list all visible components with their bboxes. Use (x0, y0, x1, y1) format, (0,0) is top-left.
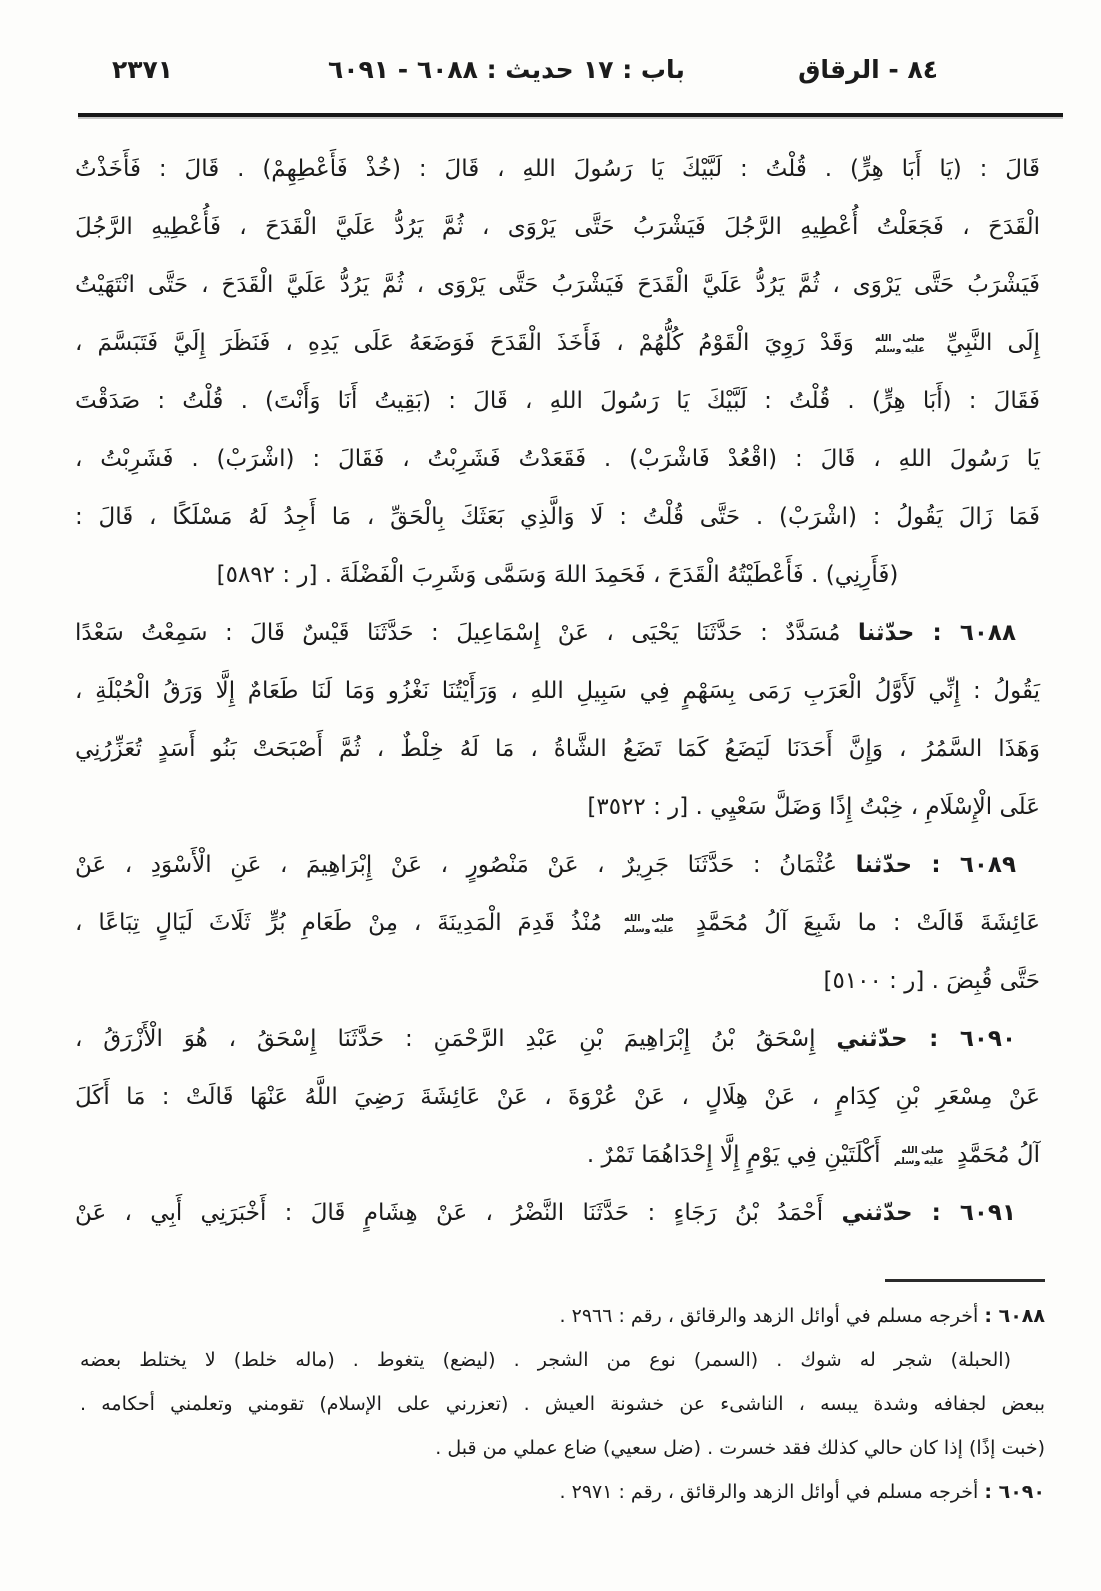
matn-line: فَيَشْرَبُ حَتَّى يَرْوَى ، ثُمَّ يَرُدُّ عَلَيَّ الْقَدَحَ فَيَشْرَبُ حَتَّى يَرْوَى ، ثُمَّ يَرُدُّ عَلَيَّ الْقَدَحَ ، حَتَّى انْتَهَيْتُ (75, 272, 1040, 298)
matn-line (75, 894, 1040, 952)
matn-closing-line: (فَأَرِنِي) . فَأَعْطَيْتُهُ الْقَدَحَ ، فَحَمِدَ اللهَ وَسَمَّى وَشَرِبَ الْفَضْلَةَ . [ر : ٥٨٩٢] (216, 562, 899, 588)
matn-line: يَا رَسُولَ اللهِ ، قَالَ : (اقْعُدْ فَاشْرَبْ) . فَقَعَدْتُ فَشَرِبْتُ ، فَقَالَ : (اشْرَبْ) . فَشَرِبْتُ ، (75, 446, 1040, 472)
header-rule (78, 113, 1063, 117)
matn-text: أَكْلَتَيْنِ فِي يَوْمٍ إِلَّا إِحْدَاهُمَا تَمْرٌ . (586, 1142, 881, 1168)
hadith-6088-opening-line (75, 604, 1040, 662)
footnotes-block (80, 1294, 1045, 1514)
saw-text-bottom: عليه وسلم (624, 923, 674, 935)
footnote-gloss-line: (خبت إذًا) إذا كان حالي كذلك فقد خسرت . (ضل سعيي) ضاع عملي من قبل . (435, 1437, 1045, 1459)
kitab-title: ٨٤ - الرقاق (798, 55, 938, 84)
matn-text: إِلَى النَّبِيِّ (945, 330, 1041, 356)
matn-line: يَقُولُ : إِنِّي لَأَوَّلُ الْعَرَبِ رَمَى بِسَهْمٍ فِي سَبِيلِ اللهِ ، وَرَأَيْتُنَا نَغْزُو وَمَا لَنَا طَعَامٌ إِلَّا وَرَقُ الْحُبْلَةِ ، (75, 678, 1040, 704)
saw-text-top: صلى الله (901, 1144, 944, 1156)
hadith-6090-opening-line (75, 1010, 1040, 1068)
footnote-takhrij-6090 (80, 1470, 1045, 1514)
matn-text: مُنْذُ قَدِمَ الْمَدِينَةَ ، مِنْ طَعَامِ بُرٍّ ثَلَاثَ لَيَالٍ تِبَاعًا ، (75, 910, 603, 936)
footnote-gloss-line: (الحبلة) شجر له شوك . (السمر) نوع من الشجر . (ليضع) يتغوط . (ماله خلط) لا يختلط بعضه (80, 1349, 1011, 1371)
footnote-gloss-line: ببعض لجفافه وشدة يبسه ، الناشىء عن خشونة العيش . (تعزرني على الإسلام) تقومني وتعلمني أحكامه . (80, 1393, 1045, 1415)
hadith-number: ٦٠٩١ : حدّثني (841, 1200, 1016, 1226)
hadith-number: ٦٠٨٨ : حدّثنا (857, 620, 1016, 646)
matn-closing-line: حَتَّى قُبِضَ . [ر : ٥١٠٠] (823, 968, 1040, 994)
matn-closing-line (75, 1126, 1040, 1184)
matn-line: فَمَا زَالَ يَقُولُ : (اشْرَبْ) . حَتَّى قُلْتُ : لَا وَالَّذِي بَعَثَكَ بِالْحَقِّ ، مَا أَجِدُ لَهُ مَسْلَكًا ، قَالَ : (75, 504, 1040, 530)
isnad-text: مُسَدَّدٌ : حَدَّثَنَا يَحْيَى ، عَنْ إِسْمَاعِيلَ : حَدَّثَنَا قَيْسٌ قَالَ : سَمِعْتُ سَعْدًا (75, 620, 841, 646)
hadith-number: ٦٠٩٠ : حدّثني (836, 1026, 1017, 1052)
matn-line (75, 314, 1040, 372)
isnad-text: أَحْمَدُ بْنُ رَجَاءٍ : حَدَّثَنَا النَّضْرُ ، عَنْ هِشَامٍ قَالَ : أَخْبَرَنِي أَبِي ، عَنْ (75, 1200, 824, 1226)
matn-line: قَالَ : (يَا أَبَا هِرٍّ) . قُلْتُ : لَبَّيْكَ يَا رَسُولَ اللهِ ، قَالَ : (خُذْ فَأَعْطِهِمْ) . قَالَ : فَأَخَذْتُ (75, 156, 1040, 182)
hadith-range: حديث : ٦٠٨٨ - ٦٠٩١ (328, 55, 574, 84)
hadith-number: ٦٠٨٩ : حدّثنا (855, 852, 1016, 878)
footnote-separator (885, 1279, 1045, 1282)
matn-line: الْقَدَحَ ، فَجَعَلْتُ أُعْطِيهِ الرَّجُلَ فَيَشْرَبُ حَتَّى يَرْوَى ، ثُمَّ يَرُدُّ عَلَيَّ الْقَدَحَ ، فَأُعْطِيهِ الرَّجُلَ (75, 214, 1040, 240)
matn-line: وَهَذَا السَّمُرُ ، وَإِنَّ أَحَدَنَا لَيَضَعُ كَمَا تَضَعُ الشَّاةُ ، مَا لَهُ خِلْطٌ ، ثُمَّ أَصْبَحَتْ بَنُو أَسَدٍ تُعَزِّرُنِي (75, 736, 1040, 762)
saw-honorific-symbol (875, 333, 925, 355)
isnad-text: إِسْحَقُ بْنُ إِبْرَاهِيمَ بْنِ عَبْدِ الرَّحْمَنِ : حَدَّثَنَا إِسْحَقُ ، هُوَ الْأَزْرَقُ ، (75, 1026, 816, 1052)
matn-line: فَقَالَ : (أَبَا هِرٍّ) . قُلْتُ : لَبَّيْكَ يَا رَسُولَ اللهِ ، قَالَ : (بَقِيتُ أَنَا وَأَنْتَ) . قُلْتُ : صَدَقْتَ (75, 388, 1040, 414)
saw-honorific-symbol (894, 1145, 944, 1167)
bab-number: باب : ١٧ (583, 55, 685, 84)
footnote-takhrij-6088 (80, 1294, 1045, 1338)
hadith-6091-opening-line (75, 1184, 1040, 1242)
saw-honorific-symbol (624, 913, 674, 935)
matn-text: آلُ مُحَمَّدٍ (957, 1142, 1040, 1168)
matn-text: وَقَدْ رَوِيَ الْقَوْمُ كُلُّهُمْ ، فَأَخَذَ الْقَدَحَ فَوَضَعَهُ عَلَى يَدِهِ ، فَنَظَرَ إِلَيَّ فَتَبَسَّمَ ، (75, 330, 854, 356)
saw-text-top: صلى الله (874, 332, 925, 344)
footnote-number: ٦٠٨٨ : (984, 1305, 1045, 1327)
saw-text-top: صلى الله (624, 912, 674, 924)
footnote-text: أخرجه مسلم في أوائل الزهد والرقائق ، رقم : ٢٩٦٦ . (559, 1305, 979, 1327)
footnote-number: ٦٠٩٠ : (984, 1481, 1045, 1503)
saw-text-bottom: عليه وسلم (893, 1155, 944, 1167)
isnad-text: عُثْمَانُ : حَدَّثَنَا جَرِيرٌ ، عَنْ مَنْصُورٍ ، عَنْ إِبْرَاهِيمَ ، عَنِ الْأَسْوَدِ ، عَنْ (75, 852, 838, 878)
matn-closing-line: عَلَى الْإِسْلَامِ ، خِبْتُ إِذًا وَضَلَّ سَعْيِي . [ر : ٣٥٢٢] (587, 794, 1040, 820)
matn-text: عَائِشَةَ قَالَتْ : ما شَبِعَ آلُ مُحَمَّدٍ (695, 910, 1041, 936)
matn-line: عَنْ مِسْعَرِ بْنِ كِدَامٍ ، عَنْ هِلَالٍ ، عَنْ عُرْوَةَ ، عَنْ عَائِشَةَ رَضِيَ اللَّهُ عَنْهَا قَالَتْ : مَا أَكَلَ (75, 1084, 1040, 1110)
hadith-text-block (75, 140, 1040, 1242)
saw-text-bottom: عليه وسلم (874, 343, 925, 355)
page-number: ٢٣٧١ (112, 55, 174, 84)
hadith-6089-opening-line (75, 836, 1040, 894)
footnote-text: أخرجه مسلم في أوائل الزهد والرقائق ، رقم : ٢٩٧١ . (559, 1481, 979, 1503)
